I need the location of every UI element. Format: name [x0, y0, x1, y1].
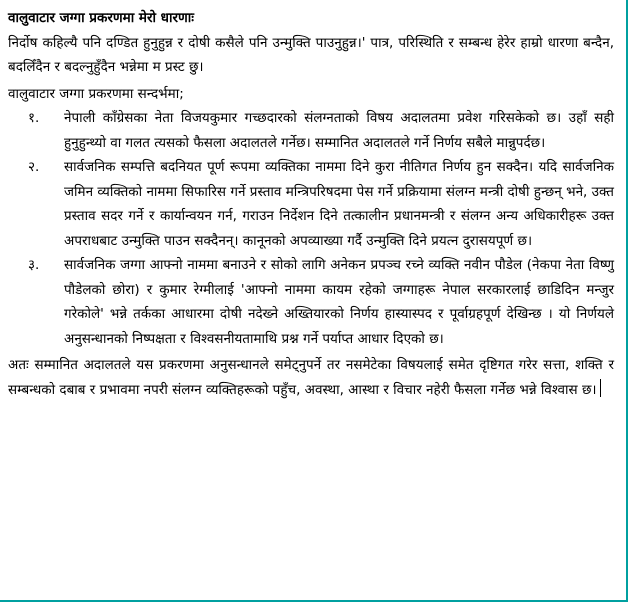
list-item — [8, 253, 614, 351]
list-item-number: १. — [28, 110, 40, 126]
list-item-text: सार्वजनिक जग्गा आफ्नो नाममा बनाउने र सोको लागि अनेकन प्रपञ्च रच्ने व्यक्ति नवीन पौडेल (नेकपा नेता विष्णु पौडेलको छोरा) र कुमार रेग्मीलाई 'आफ्नो नाममा कायम रहेको जग्गाहरू नेपाल सरकारलाई छाडिदिन मन्जुर गरेकोले' भन्ने तर्कका आधारमा दोषी नदेख्ने अख्तियारको निर्णय हास्यास्पद र पूर्वाग्रहपूर्ण देखिन्छ । यो निर्णयले अनुसन्धानको निष्पक्षता र विश्वसनीयतामाथि प्रश्न गर्ने पर्याप्त आधार दिएको छ। — [64, 257, 614, 347]
conclusion-paragraph — [8, 353, 614, 402]
document-title: वालुवाटार जग्गा प्रकरणमा मेरो धारणाः — [8, 10, 194, 26]
conclusion-text: अतः सम्मानित अदालतले यस प्रकरणमा अनुसन्धानले समेट्नुपर्ने तर नसमेटेका विषयलाई समेत दृष्टिगत गरेर सत्ता, शक्ति र सम्बन्धको दबाब र प्रभावमा नपरी संलग्न व्यक्तिहरूको पहुँच, अवस्था, आस्था र विचार नहेरी फैसला गर्नेछ भन्ने विश्वास छ। — [8, 357, 614, 398]
list-item — [8, 106, 614, 155]
context-subheading: वालुवाटार जग्गा प्रकरणमा सन्दर्भमा; — [8, 85, 184, 102]
document-body[interactable] — [8, 6, 614, 402]
list-item — [8, 155, 614, 253]
intro-paragraph: निर्दोष कहिल्यै पनि दण्डित हुनुहुन्न र दोषी कसैले पनि उन्मुक्ति पाउनुहुन्न।' पात्र, परिस्थिति र सम्बन्ध हेरेर हाम्रो धारणा बन्दैन, बदलिँदैन र बदल्नुहुँदैन भन्नेमा म प्रस्ट छु। — [8, 34, 614, 75]
list-item-text: नेपाली काँग्रेसका नेता विजयकुमार गच्छदारको संलग्नताको विषय अदालतमा प्रवेश गरिसकेको छ। उहाँ सही हुनुहुन्थ्यो वा गलत त्यसको फैसला अदालतले गर्नेछ। सम्मानित अदालतले गर्ने निर्णय सबैले मान्नुपर्दछ। — [64, 110, 614, 151]
list-item-text: सार्वजनिक सम्पत्ति बदनियत पूर्ण रूपमा व्यक्तिका नाममा दिने कुरा नीतिगत निर्णय हुन सक्दैन। यदि सार्वजनिक जमिन व्यक्तिको नाममा सिफारिस गर्ने प्रस्ताव मन्त्रिपरिषदमा पेस गर्ने प्रक्रियामा संलग्न मन्त्री दोषी हुन्छन् भने, उक्त प्रस्ताव सदर गर्ने र कार्यान्वयन गर्न, गराउन निर्देशन दिने तत्कालीन प्रधानमन्त्री र संलग्न अन्य अधिकारीहरू उक्त अपराधबाट उन्मुक्ति पाउन सक्दैनन्। कानूनको अपव्याख्या गर्दै उन्मुक्ति दिने प्रयत्न दुरासयपूर्ण छ। — [64, 159, 614, 249]
list-item-number: २. — [28, 159, 40, 175]
list-item-number: ३. — [28, 257, 40, 273]
numbered-list — [8, 106, 614, 351]
text-cursor — [600, 379, 601, 397]
